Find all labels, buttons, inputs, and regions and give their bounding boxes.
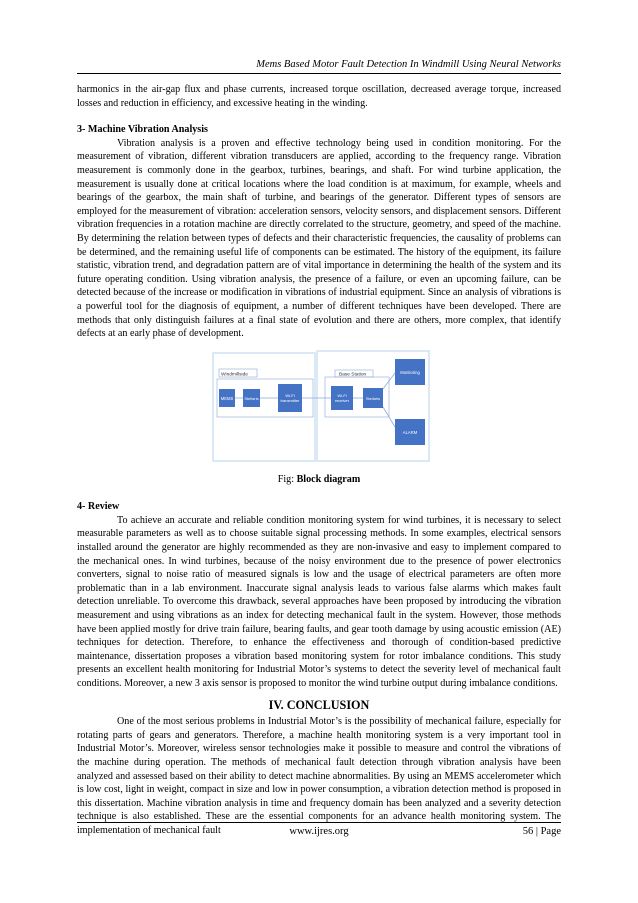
conclusion-paragraph: One of the most serious problems in Industrial Motor’s is the possibility of mechanical failure, especially for rotating parts of gears and generators. Therefore, a machine health monitoring system is a very important tool in Industrial Motor’s. Moreover, wireless sensor technologies make it possible to measure and control the vibrations of the machine during operation. The methods of mechanical fault detection through vibration analysis have been analyzed and assessed based on their ability to detect machine abnormalities. By using an MEMS accelerometer which is low cost, light in weight, compact in size and low in power consumption, a vibration detection method is proposed in this dissertation. Machine vibration analysis in time and frequency domain has been analyzed and a severity detection technique is also established. These are the essential components for an advance health monitoring system. The implementation of mechanical fault <box>77 716 561 836</box>
section4-heading: 4- Review <box>77 501 120 513</box>
figure-caption-title: Block diagram <box>296 473 361 485</box>
figure-caption-prefix: Fig: <box>277 473 295 485</box>
windmill-side-label: Windmillside <box>221 372 248 378</box>
wifi-receiver-label-1: Wi-Fi <box>337 392 347 398</box>
running-header: Mems Based Motor Fault Detection In Windmill Using Neural Networks <box>256 59 561 70</box>
stellaris-left-label: Stellaris <box>244 395 259 401</box>
footer-url: www.ijres.org <box>289 826 349 837</box>
section4-paragraph: To achieve an accurate and reliable condition monitoring system for wind turbines, it is necessary to select measurable parameters as well as to choose suitable signal processing methods. In some examples, electrical sensors installed around the generator are highly recommended as they are non-invasive and easy to implement compared to the mechanical ones. In wind turbines, because of the noisy environment due to the presence of power electronics converters, signal to noise ratio of measured signals is low and the usage of electrical parameters are often more problematic than in a lab environment. Inaccurate signal analysis leads to various false alarms which makes fault detection unreliable. To overcome this drawback, several approaches have been proposed by introducing the vibration measurement and using vibrations as an index for detecting mechanical fault in the system. However, those methods have been applied mostly for drive train failure, bearing faults, and gear tooth damage by using acoustic emission (AE) techniques for detection. Therefore, to enhance the effectiveness and thorough of condition-based predictive maintenance, dissertation proposes a vibration based monitoring system for rotor imbalance conditions. This study presents an excellent health monitoring for Industrial Motor’s systems to detect the severity level of mechanical fault conditions. Moreover, a new 3 axis sensor is proposed to monitor the wind turbine output during imbalance conditions. <box>77 514 561 689</box>
block-diagram <box>77 349 561 465</box>
intro-paragraph: harmonics in the air-gap flux and phase currents, increased torque oscillation, decreased average torque, increased losses and reduction in efficiency, and excessive heating in the winding. <box>77 84 561 109</box>
wifi-receiver-label-2: receiver <box>334 397 350 403</box>
base-station-label: Base Station <box>339 372 367 378</box>
alarm-label: ALARM <box>402 429 418 435</box>
monitoring-label: Monitoring <box>400 369 420 375</box>
block-diagram-figure <box>77 349 561 465</box>
page-content <box>77 83 561 838</box>
wifi-transmitter-label-1: Wi-Fi <box>285 392 295 398</box>
footer-rule <box>77 822 561 823</box>
wifi-transmitter-label-2: transmitter <box>280 397 300 403</box>
page-number: 56 | Page <box>522 826 561 837</box>
section3-paragraph: Vibration analysis is a proven and effective technology being used in condition monitoring. For the measurement of vibration, different vibration transducers are applied, according to the frequency range. Vibration measurement is commonly done in the gearbox, turbines, bearings, and shaft. For wind turbine application, the measurement is usually done at critical locations where the load condition is at maximum, for example, wheels and bearings of the gearbox, the main shaft of turbine, and bearings of the generator. Different types of sensors are employed for the measurement of vibration: acceleration sensors, velocity sensors, and displacement sensors. Different vibration frequencies in a rotation machine are directly correlated to the structure, geometry, and speed of the machine. By determining the relation between types of defects and their characteristic frequencies, the causality of problems can be determined, and the remaining useful life of components can be estimated. The history of the equipment, its failure statistic, vibration trend, and degradation pattern are of vital importance in determining the health of the system and its future operating condition. Using vibration analysis, the presence of a failure, or even an upcoming failure, can be detected because of the increase or modification in vibrations of industrial equipment. Since an analysis of vibrations is a powerful tool for the diagnosis of equipment, a number of different techniques have been developed. There are methods that only distinguish failures at a final state of evolution and there are others, more complex, that identify defects at an early phase of development. <box>77 137 561 340</box>
mems-label: MEMS <box>220 395 234 401</box>
figure-caption <box>77 473 561 487</box>
section3-heading: 3- Machine Vibration Analysis <box>77 124 208 136</box>
stellaris-right-label: Stellaris <box>365 395 381 401</box>
header-rule <box>77 73 561 74</box>
conclusion-heading: IV. CONCLUSION <box>268 697 370 712</box>
